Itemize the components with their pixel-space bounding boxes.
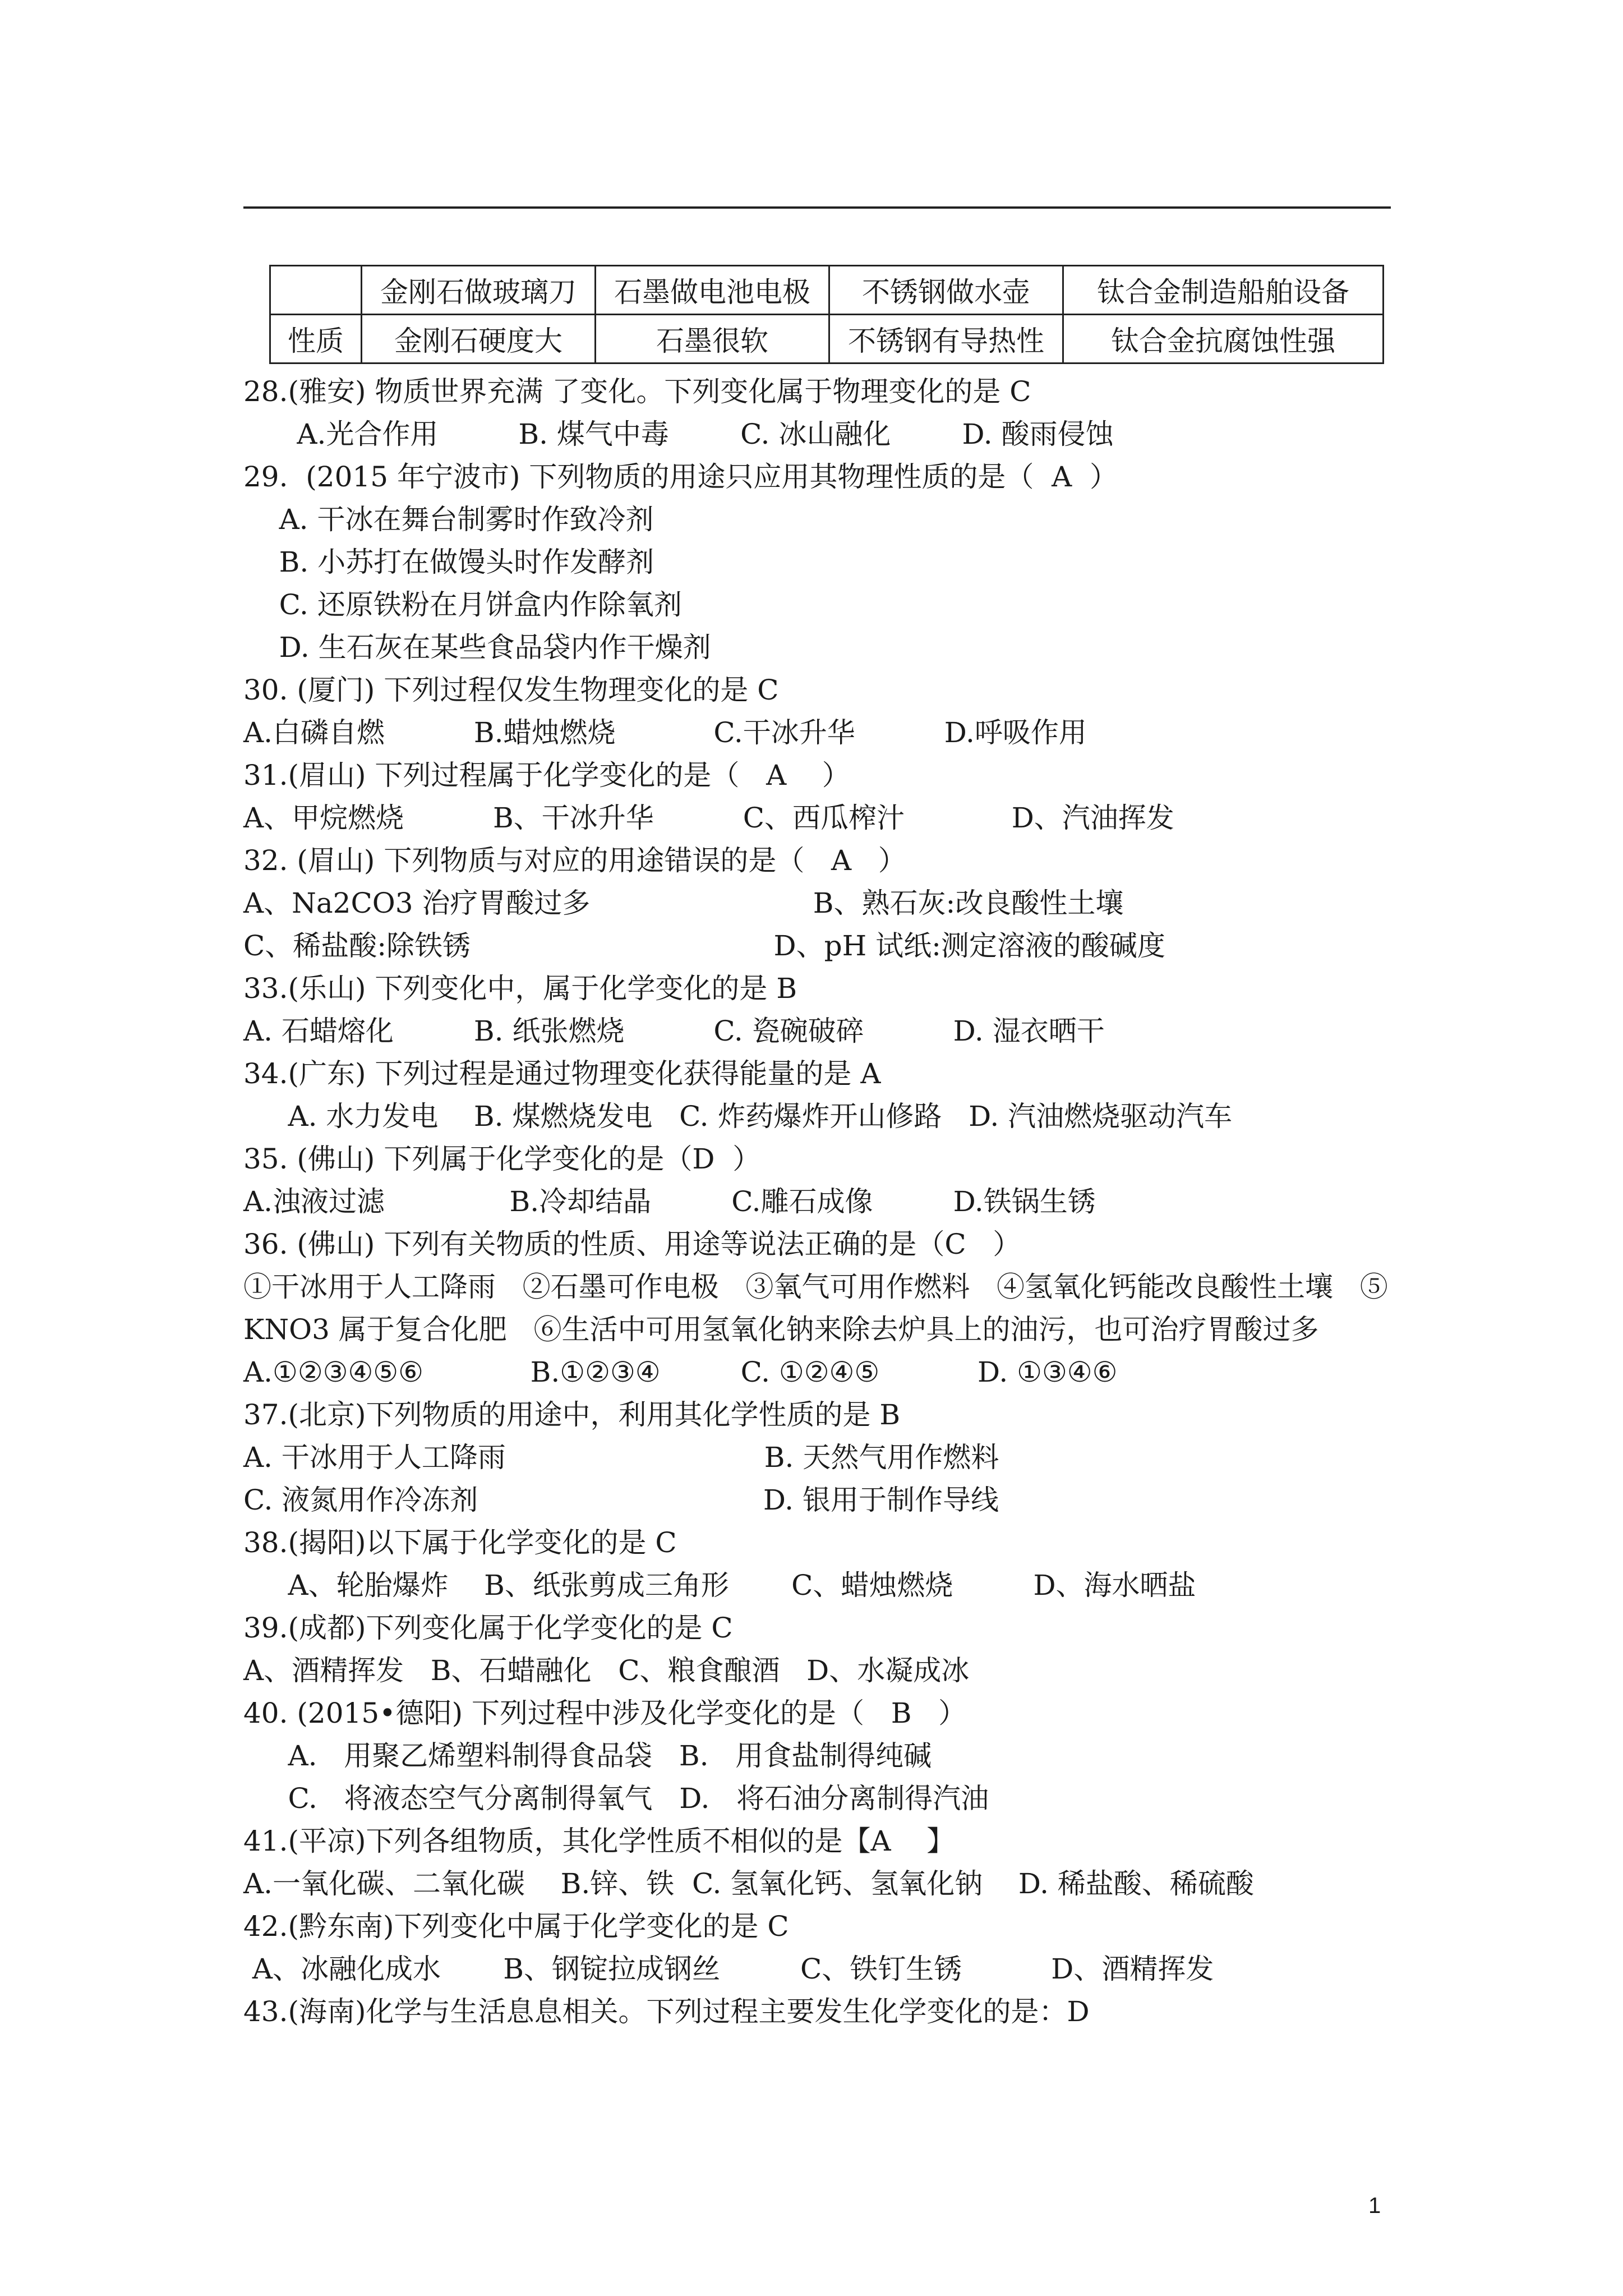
text-line: 31.(眉山) 下列过程属于化学变化的是（ A ） (243, 759, 850, 792)
text-line: A、酒精挥发 B、石蜡融化 C、粮食酿酒 D、水凝成冰 (243, 1654, 970, 1687)
text-line: 42.(黔东南)下列变化中属于化学变化的是 C (243, 1910, 789, 1943)
table-cell: 石墨做电池电极 (596, 266, 829, 315)
page-number: 1 (1368, 2193, 1381, 2218)
text-line: 33.(乐山) 下列变化中，属于化学变化的是 B (243, 972, 797, 1005)
text-line: 37.(北京)下列物质的用途中，利用其化学性质的是 B (243, 1398, 901, 1431)
table-cell (270, 266, 362, 315)
text-line: A.①②③④⑤⑥ B.①②③④ C. ①②④⑤ D. ①③④⑥ (243, 1356, 1118, 1388)
text-line: B. 小苏打在做馒头时作发酵剂 (243, 546, 654, 578)
text-line: 32. (眉山) 下列物质与对应的用途错误的是（ A ） (243, 844, 906, 877)
table-header-row (270, 266, 1384, 315)
table-cell: 不锈钢做水壶 (829, 266, 1063, 315)
text-line: A、轮胎爆炸 B、纸张剪成三角形 C、蜡烛燃烧 D、海水晒盐 (243, 1569, 1196, 1602)
text-line: 34.(广东) 下列过程是通过物理变化获得能量的是 A (243, 1057, 881, 1090)
text-line: 28.(雅安) 物质世界充满 了变化。下列变化属于物理变化的是 C (243, 375, 1031, 408)
text-line: A、甲烷燃烧 B、干冰升华 C、西瓜榨汁 D、汽油挥发 (243, 802, 1174, 834)
text-line: 43.(海南)化学与生活息息相关。下列过程主要发生化学变化的是：D (243, 1995, 1090, 2028)
table-cell: 钛合金抗腐蚀性强 (1063, 315, 1384, 364)
text-line: A.浊液过滤 B.冷却结晶 C.雕石成像 D.铁锅生锈 (243, 1185, 1096, 1218)
text-line: 40. (2015•德阳) 下列过程中涉及化学变化的是（ B ） (243, 1697, 967, 1729)
text-line: A. 干冰用于人工降雨 B. 天然气用作燃料 (243, 1441, 999, 1474)
text-line: 29. (2015 年宁波市) 下列物质的用途只应用其物理性质的是（ A ） (243, 461, 1118, 493)
text-line: 38.(揭阳)以下属于化学变化的是 C (243, 1526, 677, 1559)
properties-table (269, 265, 1384, 364)
text-line: 39.(成都)下列变化属于化学变化的是 C (243, 1612, 733, 1644)
question-list (243, 370, 1432, 2033)
table-cell: 石墨很软 (596, 315, 829, 364)
text-line: 41.(平凉)下列各组物质，其化学性质不相似的是【A 】 (243, 1825, 955, 1857)
text-line: KNO3 属于复合化肥 ⑥生活中可用氢氧化钠来除去炉具上的油污，也可治疗胃酸过多 (243, 1313, 1319, 1346)
table-cell: 不锈钢有导热性 (829, 315, 1063, 364)
text-line: 35. (佛山) 下列属于化学变化的是（D ） (243, 1143, 761, 1175)
text-line: C、稀盐酸:除铁锈 D、pH 试纸:测定溶液的酸碱度 (243, 930, 1165, 962)
text-line: C. 液氮用作冷冻剂 D. 银用于制作导线 (243, 1484, 999, 1516)
text-line: 30. (厦门) 下列过程仅发生物理变化的是 C (243, 674, 779, 706)
text-line: A. 水力发电 B. 煤燃烧发电 C. 炸药爆炸开山修路 D. 汽油燃烧驱动汽车 (243, 1100, 1233, 1133)
table-cell: 金刚石硬度大 (362, 315, 596, 364)
text-line: A. 石蜡熔化 B. 纸张燃烧 C. 瓷碗破碎 D. 湿衣晒干 (243, 1015, 1105, 1047)
text-line: A.白磷自燃 B.蜡烛燃烧 C.干冰升华 D.呼吸作用 (243, 716, 1087, 749)
text-line: ①干冰用于人工降雨 ②石墨可作电极 ③氧气可用作燃料 ④氢氧化钙能改良酸性土壤 ⑤ (243, 1271, 1388, 1303)
text-line: A、Na2CO3 治疗胃酸过多 B、熟石灰:改良酸性土壤 (243, 887, 1124, 919)
table-cell: 性质 (270, 315, 362, 364)
text-line: A、冰融化成水 B、钢锭拉成钢丝 C、铁钉生锈 D、酒精挥发 (243, 1953, 1214, 1985)
table-cell: 金刚石做玻璃刀 (362, 266, 596, 315)
text-line: C. 还原铁粉在月饼盒内作除氧剂 (243, 588, 682, 621)
text-line: D. 生石灰在某些食品袋内作干燥剂 (243, 631, 711, 664)
header-rule (243, 206, 1391, 209)
text-line: 36. (佛山) 下列有关物质的性质、用途等说法正确的是（C ） (243, 1228, 1021, 1260)
text-line: A. 用聚乙烯塑料制得食品袋 B. 用食盐制得纯碱 (243, 1740, 932, 1772)
table-row (270, 315, 1384, 364)
text-line: C. 将液态空气分离制得氧气 D. 将石油分离制得汽油 (243, 1782, 989, 1815)
text-line: A.光合作用 B. 煤气中毒 C. 冰山融化 D. 酸雨侵蚀 (243, 418, 1114, 450)
text-line: A.一氧化碳、二氧化碳 B.锌、铁 C. 氢氧化钙、氢氧化钠 D. 稀盐酸、稀硫酸 (243, 1867, 1254, 1900)
table-cell: 钛合金制造船舶设备 (1063, 266, 1384, 315)
text-line: A. 干冰在舞台制雾时作致冷剂 (243, 503, 654, 536)
